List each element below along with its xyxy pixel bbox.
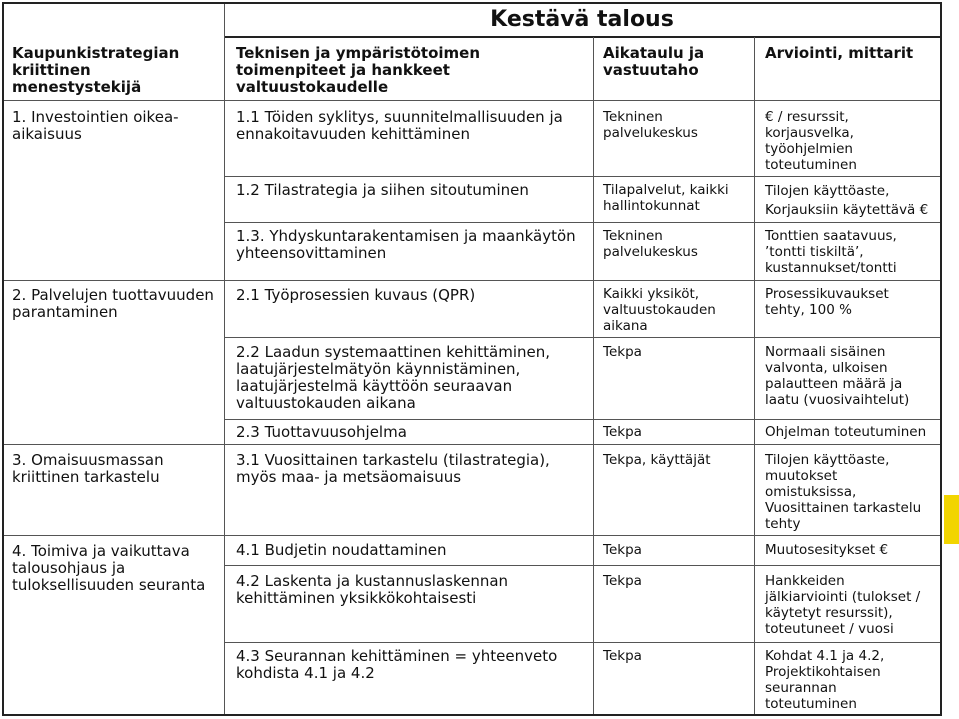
measure-2-2: 2.2 Laadun systemaattinen kehittäminen, laatujärjestelmätyön käynnistäminen, laatujärjestelmä käyttöön seuraavan valtuustokauden aikana	[236, 343, 551, 412]
metric-1-1: € / resurssit, korjausvelka, työohjelmien toteutuminen	[765, 109, 857, 173]
row-divider-7	[4, 535, 940, 536]
measure-2-1: 2.1 Työprosessien kuvaus (QPR)	[236, 286, 476, 304]
header-success-factor: Kaupunkistrategian kriittinen menestystekijä	[12, 44, 180, 96]
owner-1-2: Tilapalvelut, kaikki hallintokunnat	[603, 182, 729, 214]
metric-4-1: Muutosesitykset €	[765, 542, 889, 558]
metric-4-2: Hankkeiden jälkiarviointi (tulokset / käytetyt resurssit), toteutuneet / vuosi	[765, 573, 921, 637]
metric-3-1: Tilojen käyttöaste, muutokset omistuksissa, Vuosittainen tarkastelu tehty	[765, 452, 922, 532]
owner-3-1: Tekpa, käyttäjät	[603, 452, 711, 468]
owner-1-1: Tekninen palvelukeskus	[603, 109, 698, 141]
factor-3: 3. Omaisuusmassan kriittinen tarkastelu	[12, 451, 164, 486]
measure-4-2: 4.2 Laskenta ja kustannuslaskennan kehittäminen yksikkökohtaisesti	[236, 572, 509, 607]
factor-2: 2. Palvelujen tuottavuuden parantaminen	[12, 286, 214, 321]
row-divider-2	[224, 222, 940, 223]
owner-4-1: Tekpa	[603, 542, 642, 558]
measure-4-1: 4.1 Budjetin noudattaminen	[236, 541, 447, 559]
metric-2-3: Ohjelman toteutuminen	[765, 424, 927, 440]
measure-4-3: 4.3 Seurannan kehittäminen = yhteenveto kohdista 4.1 ja 4.2	[236, 647, 558, 682]
owner-1-3: Tekninen palvelukeskus	[603, 228, 698, 260]
title-divider	[224, 36, 940, 38]
metric-1-2: Tilojen käyttöaste, Korjauksiin käytettävä €	[765, 183, 929, 218]
factor-4: 4. Toimiva ja vaikuttava talousohjaus ja tuloksellisuuden seuranta	[12, 542, 206, 594]
row-divider-6	[4, 444, 940, 445]
row-divider-8	[224, 565, 940, 566]
row-divider-5	[224, 419, 940, 420]
factor-1: 1. Investointien oikea- aikaisuus	[12, 108, 179, 143]
metric-1-3: Tonttien saatavuus, ’tontti tiskiltä’, kustannukset/tontti	[765, 228, 897, 276]
metric-2-2: Normaali sisäinen valvonta, ulkoisen palautteen määrä ja laatu (vuosivaihtelut)	[765, 344, 910, 408]
owner-4-3: Tekpa	[603, 648, 642, 664]
row-divider-1	[224, 176, 940, 177]
header-evaluation: Arviointi, mittarit	[765, 44, 914, 62]
header-divider	[4, 100, 940, 101]
metric-2-1: Prosessikuvaukset tehty, 100 %	[765, 286, 889, 318]
measure-1-3: 1.3. Yhdyskuntarakentamisen ja maankäytön yhteensovittaminen	[236, 227, 576, 262]
header-schedule: Aikataulu ja vastuutaho	[603, 44, 705, 79]
yellow-marker	[944, 495, 959, 544]
col-divider-1	[224, 4, 225, 714]
owner-2-1: Kaikki yksiköt, valtuustokauden aikana	[603, 286, 716, 334]
owner-2-2: Tekpa	[603, 344, 642, 360]
owner-4-2: Tekpa	[603, 573, 642, 589]
owner-2-3: Tekpa	[603, 424, 642, 440]
row-divider-3	[4, 280, 940, 281]
col-divider-2	[593, 37, 594, 714]
measure-1-1: 1.1 Töiden syklitys, suunnitelmallisuuden ja ennakoitavuuden kehittäminen	[236, 108, 563, 143]
row-divider-4	[224, 337, 940, 338]
header-measures: Teknisen ja ympäristötoimen toimenpiteet ja hankkeet valtuustokaudelle	[236, 44, 481, 96]
measure-2-3: 2.3 Tuottavuusohjelma	[236, 423, 407, 441]
row-divider-9	[224, 642, 940, 643]
col-divider-3	[754, 37, 755, 714]
measure-3-1: 3.1 Vuosittainen tarkastelu (tilastrategia), myös maa- ja metsäomaisuus	[236, 451, 550, 486]
measure-1-2: 1.2 Tilastrategia ja siihen sitoutuminen	[236, 181, 529, 199]
page-title: Kestävä talous	[490, 7, 674, 32]
metric-4-3: Kohdat 4.1 ja 4.2, Projektikohtaisen seurannan toteutuminen	[765, 648, 885, 712]
